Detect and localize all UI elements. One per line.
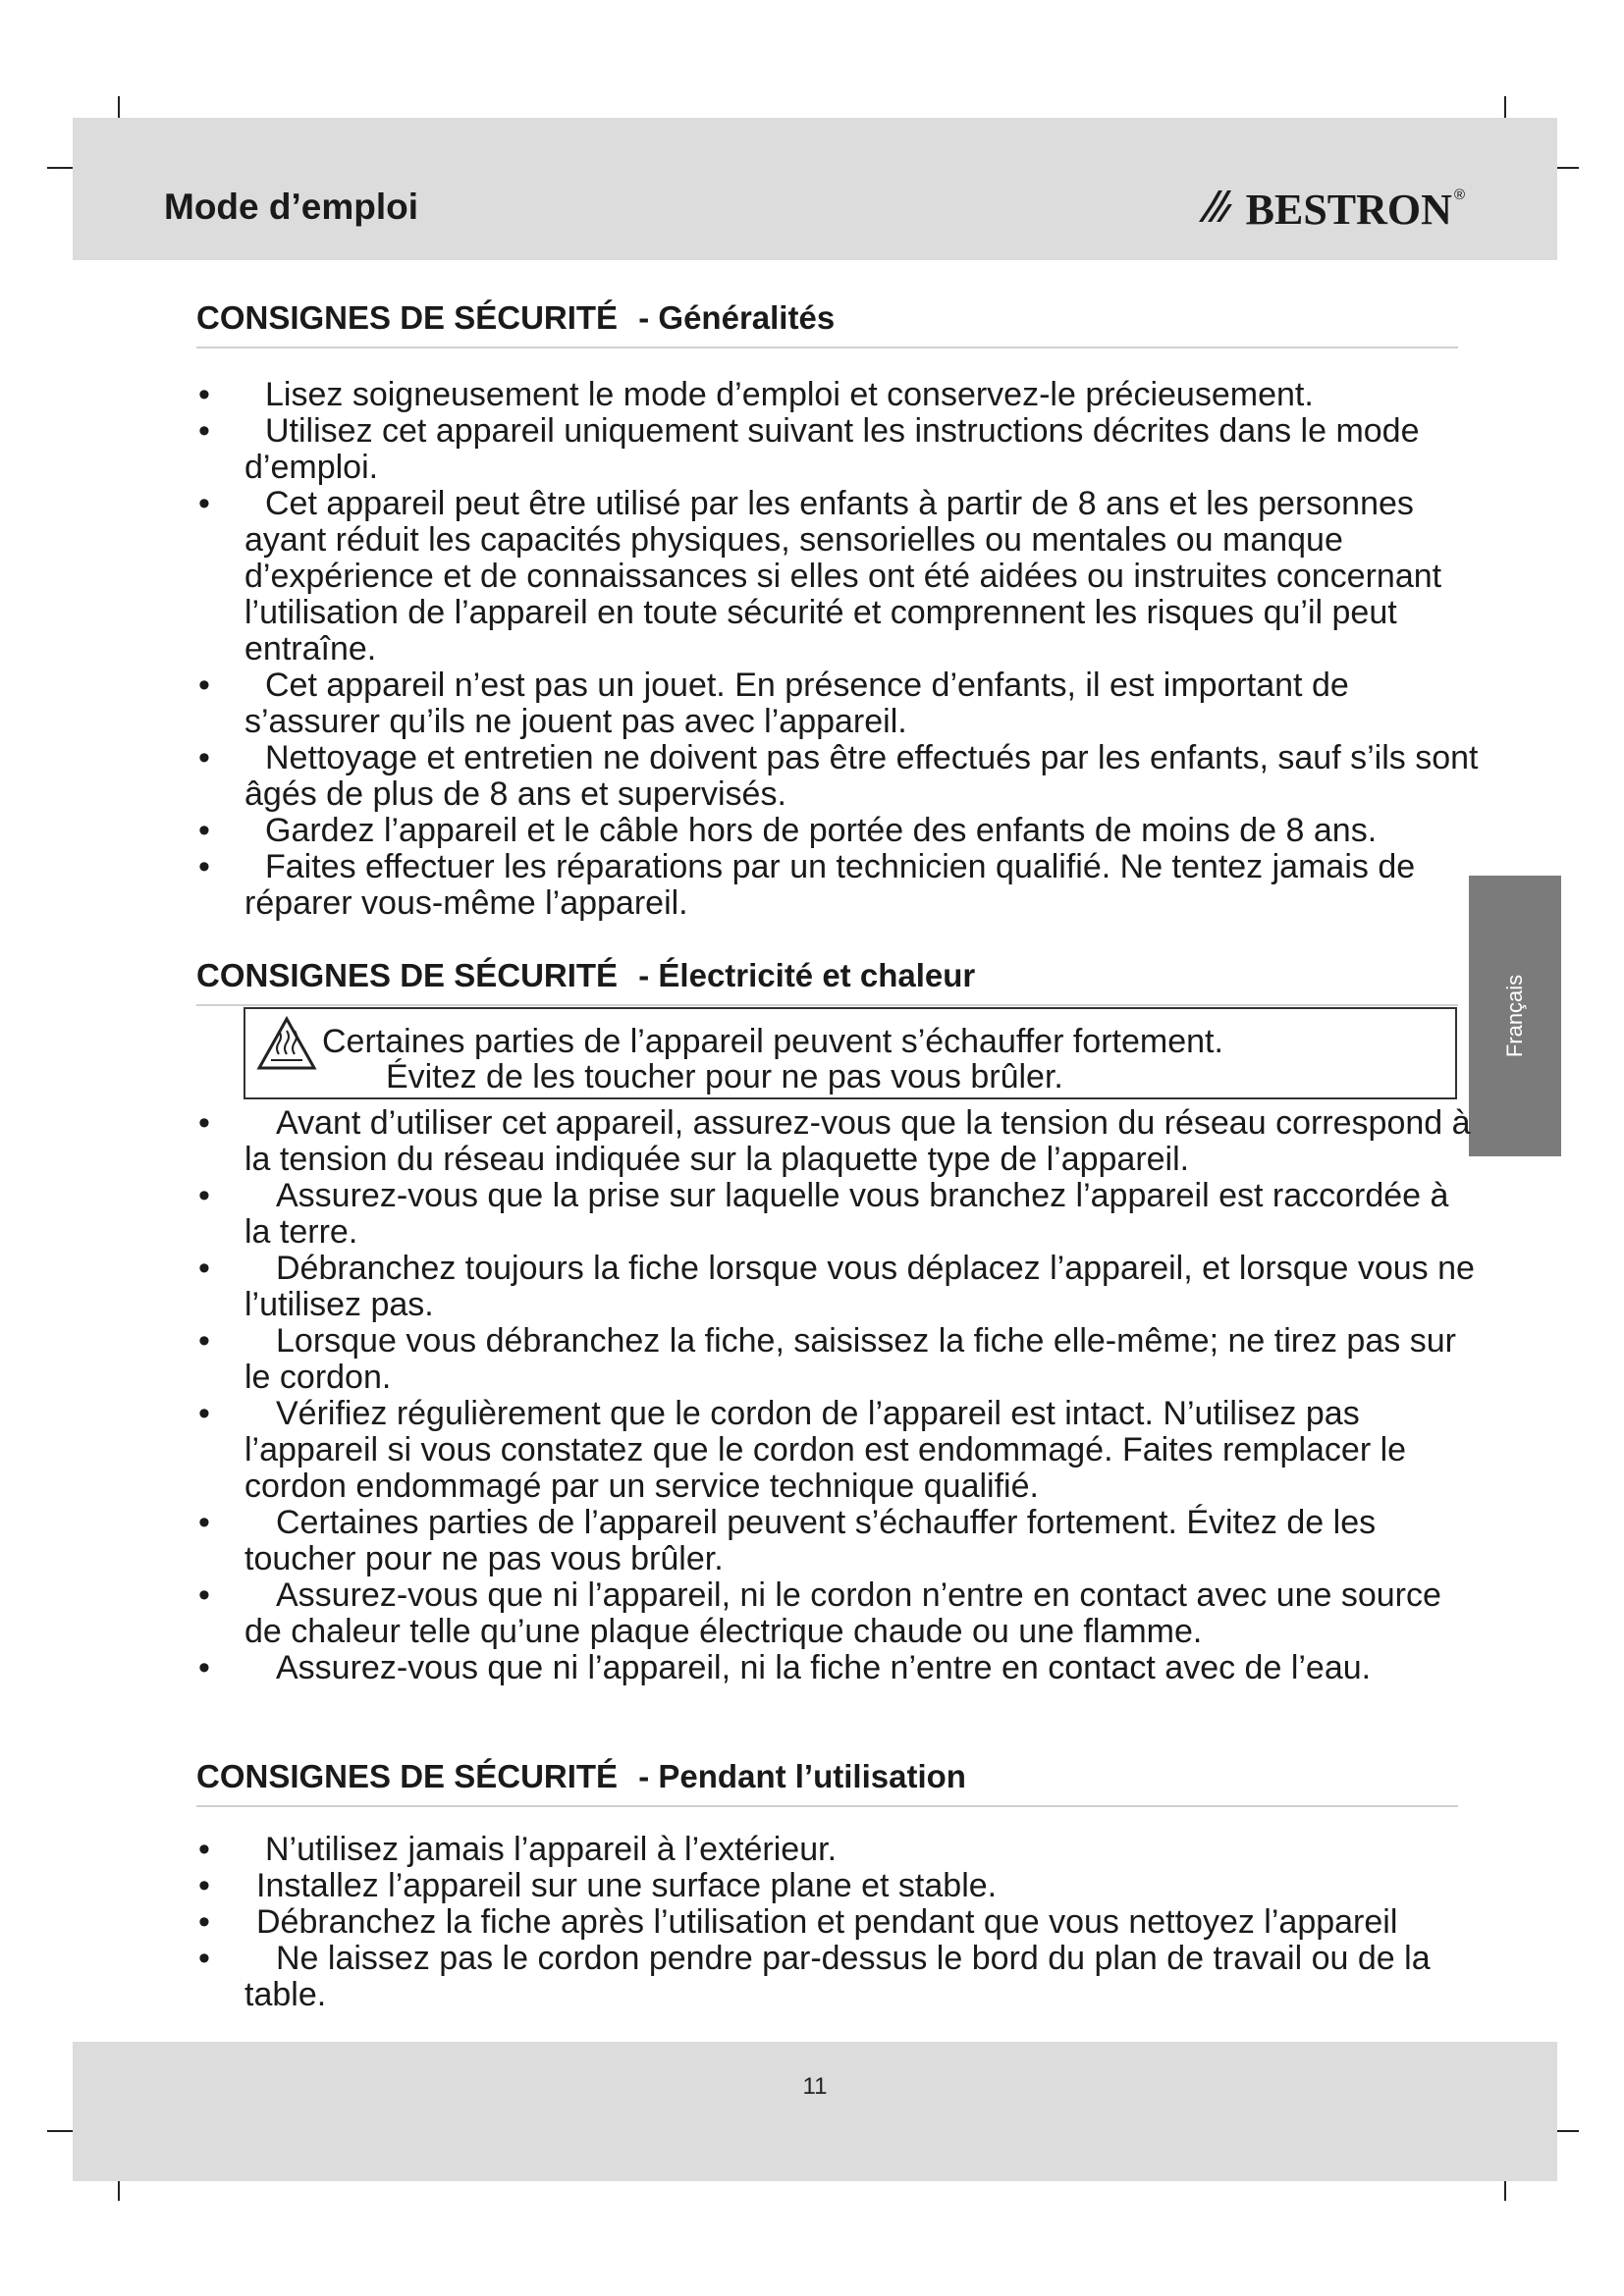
- list-item: • Faites effectuer les réparations par un technicien qualifié. Ne tentez jamais de réparer vous-même l’appareil.: [198, 848, 1416, 922]
- language-label: Français: [1502, 974, 1527, 1058]
- list-item: • Cet appareil n’est pas un jouet. En présence d’enfants, il est important de s’assurer qu’ils ne jouent pas avec l’appareil.: [198, 667, 1349, 740]
- list-item: • Assurez-vous que ni l’appareil, ni la fiche n’entre en contact avec de l’eau.: [198, 1649, 1372, 1686]
- list-item: • Avant d’utiliser cet appareil, assurez-vous que la tension du réseau correspond à la tension du réseau indiquée sur la plaquette type de l’appareil.: [198, 1104, 1471, 1178]
- list-item: • Installez l’appareil sur une surface plane et stable.: [198, 1867, 998, 1904]
- list-item: • Assurez-vous que la prise sur laquelle vous branchez l’appareil est raccordée à la terre.: [198, 1177, 1449, 1251]
- general-safety-list: [196, 377, 1483, 922]
- page-number: 11: [802, 2073, 828, 2100]
- warning-line-1: Certaines parties de l’appareil peuvent s’échauffer fortement.: [322, 1023, 1223, 1060]
- language-tab: [1469, 876, 1561, 1156]
- list-item: • Débranchez toujours la fiche lorsque vous déplacez l’appareil, et lorsque vous ne l’utilisez pas.: [198, 1250, 1475, 1323]
- section-subtitle: - Pendant l’utilisation: [638, 1758, 966, 1794]
- brand-logo: [1195, 187, 1465, 234]
- hot-surface-warning-box: [244, 1007, 1457, 1099]
- list-item: • Cet appareil peut être utilisé par les enfants à partir de 8 ans et les personnes ayant réduit les capacités physiques, sensorielles ou mentales ou manque d’expérience et de connaissances si elles ont été aidées ou instruites concernant l’utilisation de l’appareil en toute sécurité et comprennent les risques qu’il peut entraîne.: [198, 485, 1442, 667]
- section-heading-usage: [196, 1758, 1458, 1807]
- section-title: CONSIGNES DE SÉCURITÉ: [196, 957, 619, 993]
- list-item: • Nettoyage et entretien ne doivent pas être effectués par les enfants, sauf s’ils sont âgés de plus de 8 ans et supervisés.: [198, 739, 1479, 813]
- section-heading-electricity: [196, 957, 1458, 1006]
- usage-safety-list: [196, 1832, 1483, 2013]
- page-title: Mode d’emploi: [164, 187, 418, 227]
- electricity-safety-list: [196, 1105, 1483, 1686]
- list-item: • Certaines parties de l’appareil peuvent s’échauffer fortement. Évitez de les toucher pour ne pas vous brûler.: [198, 1504, 1377, 1577]
- section-heading-general: [196, 299, 1458, 348]
- list-item: • Lisez soigneusement le mode d’emploi et conservez-le précieusement.: [198, 376, 1314, 413]
- brand-name: BESTRON: [1245, 186, 1452, 234]
- section-title: CONSIGNES DE SÉCURITÉ: [196, 1758, 619, 1794]
- hot-surface-warning-icon: [255, 1015, 318, 1072]
- list-item: • Vérifiez régulièrement que le cordon de l’appareil est intact. N’utilisez pas l’appareil si vous constatez que le cordon est endommagé. Faites remplacer le cordon endommagé par un service technique qualifié.: [198, 1395, 1407, 1505]
- section-title: CONSIGNES DE SÉCURITÉ: [196, 299, 619, 336]
- list-item: • Utilisez cet appareil uniquement suivant les instructions décrites dans le mode d’emploi.: [198, 412, 1420, 486]
- list-item: • Lorsque vous débranchez la fiche, saisissez la fiche elle-même; ne tirez pas sur le cordon.: [198, 1322, 1456, 1396]
- section-subtitle: - Électricité et chaleur: [638, 957, 976, 993]
- list-item: • Assurez-vous que ni l’appareil, ni le cordon n’entre en contact avec une source de chaleur telle qu’une plaque électrique chaude ou une flamme.: [198, 1576, 1441, 1650]
- list-item: • Ne laissez pas le cordon pendre par-dessus le bord du plan de travail ou de la table.: [198, 1940, 1431, 2013]
- brand-registered-mark: ®: [1453, 187, 1465, 203]
- header-band: [73, 118, 1557, 260]
- list-item: • N’utilisez jamais l’appareil à l’extérieur.: [198, 1831, 838, 1868]
- brand-chevron-icon: [1195, 187, 1236, 226]
- footer-band: [73, 2042, 1557, 2181]
- list-item: • Débranchez la fiche après l’utilisation et pendant que vous nettoyez l’appareil: [198, 1903, 1398, 1941]
- section-subtitle: - Généralités: [638, 299, 836, 336]
- list-item: • Gardez l’appareil et le câble hors de portée des enfants de moins de 8 ans.: [198, 812, 1378, 849]
- warning-line-2: Évitez de les toucher pour ne pas vous brûler.: [386, 1058, 1063, 1095]
